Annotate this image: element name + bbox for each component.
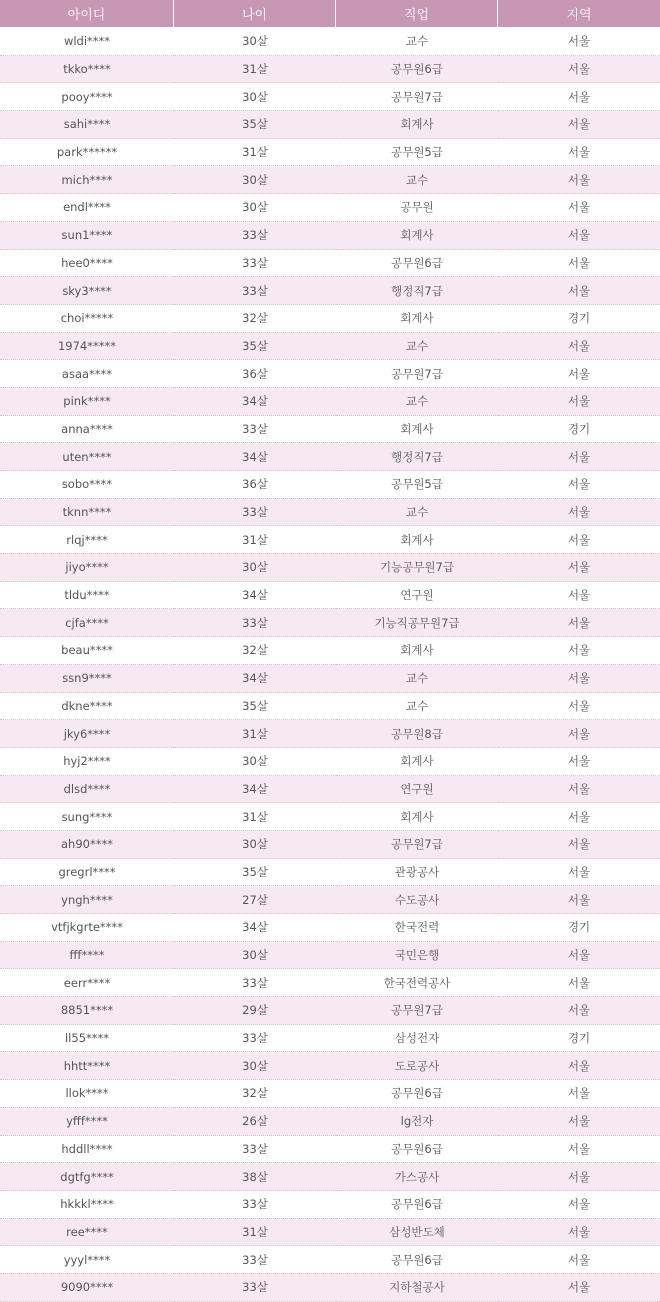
- cell-region: 서울: [498, 277, 660, 305]
- cell-job: 공무원5급: [336, 139, 498, 167]
- table-row: [0, 360, 660, 388]
- table-row: [0, 997, 660, 1025]
- cell-region: 서울: [498, 720, 660, 748]
- cell-id: ree****: [0, 1219, 174, 1247]
- header-job: 직업: [336, 0, 498, 28]
- cell-age: 30살: [174, 554, 336, 582]
- cell-age: 27살: [174, 886, 336, 914]
- cell-age: 26살: [174, 1108, 336, 1136]
- cell-region: 서울: [498, 748, 660, 776]
- cell-id: uten****: [0, 443, 174, 471]
- table-row: [0, 859, 660, 887]
- cell-job: lg전자: [336, 1108, 498, 1136]
- table-row: [0, 1191, 660, 1219]
- table-row: [0, 693, 660, 721]
- cell-id: park******: [0, 139, 174, 167]
- cell-job: 회계사: [336, 222, 498, 250]
- cell-region: 서울: [498, 83, 660, 111]
- cell-job: 교수: [336, 693, 498, 721]
- cell-id: fff****: [0, 942, 174, 970]
- cell-region: 서울: [498, 360, 660, 388]
- table-row: [0, 803, 660, 831]
- header-age: 나이: [174, 0, 336, 28]
- cell-id: hddll****: [0, 1136, 174, 1164]
- cell-id: eerr****: [0, 969, 174, 997]
- cell-age: 33살: [174, 1246, 336, 1274]
- cell-job: 공무원7급: [336, 83, 498, 111]
- cell-region: 서울: [498, 776, 660, 804]
- cell-id: vtfjkgrte****: [0, 914, 174, 942]
- cell-job: 한국전력: [336, 914, 498, 942]
- cell-region: 서울: [498, 28, 660, 56]
- table-row: [0, 416, 660, 444]
- cell-job: 한국전력공사: [336, 969, 498, 997]
- cell-id: mich****: [0, 166, 174, 194]
- cell-id: jky6****: [0, 720, 174, 748]
- cell-id: 1974*****: [0, 333, 174, 361]
- cell-age: 33살: [174, 499, 336, 527]
- cell-job: 공무원6급: [336, 1136, 498, 1164]
- cell-age: 33살: [174, 969, 336, 997]
- cell-job: 공무원7급: [336, 997, 498, 1025]
- cell-id: dlsd****: [0, 776, 174, 804]
- cell-region: 서울: [498, 250, 660, 278]
- cell-region: 서울: [498, 1274, 660, 1302]
- table-row: [0, 1136, 660, 1164]
- cell-job: 교수: [336, 28, 498, 56]
- cell-id: beau****: [0, 637, 174, 665]
- table-row: [0, 139, 660, 167]
- cell-age: 34살: [174, 665, 336, 693]
- cell-job: 공무원6급: [336, 1080, 498, 1108]
- cell-job: 행정직7급: [336, 277, 498, 305]
- table-row: [0, 831, 660, 859]
- cell-age: 35살: [174, 333, 336, 361]
- cell-region: 서울: [498, 554, 660, 582]
- cell-age: 30살: [174, 1052, 336, 1080]
- cell-job: 삼성전자: [336, 1025, 498, 1053]
- cell-job: 회계사: [336, 305, 498, 333]
- cell-job: 회계사: [336, 803, 498, 831]
- cell-job: 공무원6급: [336, 250, 498, 278]
- cell-region: 서울: [498, 969, 660, 997]
- cell-job: 공무원5급: [336, 471, 498, 499]
- cell-region: 서울: [498, 886, 660, 914]
- header-region: 지역: [498, 0, 660, 28]
- cell-id: pooy****: [0, 83, 174, 111]
- table-row: [0, 748, 660, 776]
- table-row: [0, 499, 660, 527]
- cell-region: 서울: [498, 693, 660, 721]
- table-row: [0, 56, 660, 84]
- table-body: [0, 28, 660, 1302]
- table-row: [0, 166, 660, 194]
- cell-age: 34살: [174, 914, 336, 942]
- cell-age: 31살: [174, 139, 336, 167]
- cell-age: 35살: [174, 693, 336, 721]
- cell-age: 34살: [174, 776, 336, 804]
- cell-region: 서울: [498, 942, 660, 970]
- cell-age: 32살: [174, 637, 336, 665]
- cell-job: 기능직공무원7급: [336, 609, 498, 637]
- cell-id: asaa****: [0, 360, 174, 388]
- cell-id: sky3****: [0, 277, 174, 305]
- cell-job: 교수: [336, 166, 498, 194]
- table-row: [0, 277, 660, 305]
- cell-id: 8851****: [0, 997, 174, 1025]
- cell-region: 서울: [498, 1136, 660, 1164]
- cell-age: 30살: [174, 942, 336, 970]
- cell-age: 32살: [174, 305, 336, 333]
- cell-region: 서울: [498, 831, 660, 859]
- cell-region: 서울: [498, 1163, 660, 1191]
- cell-job: 연구원: [336, 776, 498, 804]
- table-row: [0, 886, 660, 914]
- table-row: [0, 222, 660, 250]
- cell-age: 33살: [174, 250, 336, 278]
- table-row: [0, 609, 660, 637]
- cell-region: 서울: [498, 665, 660, 693]
- cell-job: 삼성반도체: [336, 1219, 498, 1247]
- cell-id: yfff****: [0, 1108, 174, 1136]
- cell-region: 서울: [498, 526, 660, 554]
- cell-region: 서울: [498, 443, 660, 471]
- cell-job: 국민은행: [336, 942, 498, 970]
- cell-age: 31살: [174, 720, 336, 748]
- cell-job: 공무원: [336, 194, 498, 222]
- cell-age: 34살: [174, 582, 336, 610]
- table-row: [0, 720, 660, 748]
- cell-region: 서울: [498, 1080, 660, 1108]
- cell-age: 30살: [174, 83, 336, 111]
- cell-age: 33살: [174, 1274, 336, 1302]
- table-row: [0, 471, 660, 499]
- table-row: [0, 443, 660, 471]
- cell-region: 서울: [498, 111, 660, 139]
- table-row: [0, 1163, 660, 1191]
- cell-region: 서울: [498, 471, 660, 499]
- cell-region: 서울: [498, 499, 660, 527]
- cell-id: cjfa****: [0, 609, 174, 637]
- cell-age: 33살: [174, 609, 336, 637]
- table-row: [0, 111, 660, 139]
- cell-region: 경기: [498, 416, 660, 444]
- table-row: [0, 582, 660, 610]
- cell-age: 31살: [174, 526, 336, 554]
- table-row: [0, 637, 660, 665]
- cell-age: 31살: [174, 56, 336, 84]
- cell-region: 서울: [498, 1191, 660, 1219]
- cell-region: 서울: [498, 1246, 660, 1274]
- cell-job: 공무원8급: [336, 720, 498, 748]
- cell-region: 서울: [498, 1219, 660, 1247]
- cell-age: 30살: [174, 748, 336, 776]
- cell-id: ssn9****: [0, 665, 174, 693]
- table-row: [0, 665, 660, 693]
- cell-id: jiyo****: [0, 554, 174, 582]
- cell-region: 서울: [498, 194, 660, 222]
- cell-age: 35살: [174, 859, 336, 887]
- cell-region: 서울: [498, 1052, 660, 1080]
- cell-job: 지하철공사: [336, 1274, 498, 1302]
- cell-job: 회계사: [336, 748, 498, 776]
- table-row: [0, 1219, 660, 1247]
- table-row: [0, 942, 660, 970]
- table-row: [0, 526, 660, 554]
- cell-job: 회계사: [336, 416, 498, 444]
- table-row: [0, 305, 660, 333]
- cell-age: 33살: [174, 222, 336, 250]
- cell-job: 공무원6급: [336, 1191, 498, 1219]
- cell-job: 행정직7급: [336, 443, 498, 471]
- cell-id: tkko****: [0, 56, 174, 84]
- cell-id: sobo****: [0, 471, 174, 499]
- cell-age: 34살: [174, 443, 336, 471]
- cell-region: 서울: [498, 609, 660, 637]
- table-row: [0, 1025, 660, 1053]
- cell-age: 33살: [174, 1025, 336, 1053]
- cell-job: 공무원6급: [336, 56, 498, 84]
- cell-job: 교수: [336, 665, 498, 693]
- cell-region: 서울: [498, 997, 660, 1025]
- table-row: [0, 194, 660, 222]
- cell-id: sung****: [0, 803, 174, 831]
- cell-job: 회계사: [336, 111, 498, 139]
- cell-job: 수도공사: [336, 886, 498, 914]
- table-row: [0, 776, 660, 804]
- table-row: [0, 969, 660, 997]
- cell-job: 교수: [336, 333, 498, 361]
- table-row: [0, 1052, 660, 1080]
- cell-age: 30살: [174, 194, 336, 222]
- cell-age: 33살: [174, 1191, 336, 1219]
- cell-job: 공무원7급: [336, 360, 498, 388]
- table-header-row: [0, 0, 660, 28]
- cell-id: hyj2****: [0, 748, 174, 776]
- cell-job: 교수: [336, 499, 498, 527]
- cell-job: 공무원7급: [336, 831, 498, 859]
- cell-region: 서울: [498, 1108, 660, 1136]
- cell-region: 서울: [498, 333, 660, 361]
- cell-age: 31살: [174, 803, 336, 831]
- cell-age: 30살: [174, 28, 336, 56]
- table-row: [0, 1080, 660, 1108]
- cell-region: 서울: [498, 222, 660, 250]
- table-row: [0, 388, 660, 416]
- cell-region: 서울: [498, 803, 660, 831]
- cell-job: 공무원6급: [336, 1246, 498, 1274]
- cell-id: ll55****: [0, 1025, 174, 1053]
- table-row: [0, 28, 660, 56]
- cell-id: ah90****: [0, 831, 174, 859]
- cell-region: 서울: [498, 56, 660, 84]
- header-id: 아이디: [0, 0, 174, 28]
- cell-age: 36살: [174, 471, 336, 499]
- cell-id: hkkkl****: [0, 1191, 174, 1219]
- cell-region: 경기: [498, 305, 660, 333]
- cell-id: pink****: [0, 388, 174, 416]
- cell-id: llok****: [0, 1080, 174, 1108]
- cell-job: 연구원: [336, 582, 498, 610]
- cell-region: 경기: [498, 914, 660, 942]
- cell-age: 30살: [174, 831, 336, 859]
- cell-id: wldi****: [0, 28, 174, 56]
- cell-age: 33살: [174, 1136, 336, 1164]
- cell-id: hee0****: [0, 250, 174, 278]
- cell-id: tknn****: [0, 499, 174, 527]
- cell-id: tldu****: [0, 582, 174, 610]
- cell-region: 경기: [498, 1025, 660, 1053]
- cell-id: dgtfg****: [0, 1163, 174, 1191]
- cell-job: 교수: [336, 388, 498, 416]
- cell-id: anna****: [0, 416, 174, 444]
- table-row: [0, 554, 660, 582]
- cell-job: 회계사: [336, 526, 498, 554]
- cell-age: 30살: [174, 166, 336, 194]
- cell-age: 35살: [174, 111, 336, 139]
- cell-region: 서울: [498, 637, 660, 665]
- cell-region: 서울: [498, 582, 660, 610]
- cell-id: yngh****: [0, 886, 174, 914]
- cell-region: 서울: [498, 388, 660, 416]
- table-row: [0, 1246, 660, 1274]
- cell-age: 31살: [174, 1219, 336, 1247]
- cell-age: 33살: [174, 277, 336, 305]
- cell-id: yyyl****: [0, 1246, 174, 1274]
- cell-age: 29살: [174, 997, 336, 1025]
- cell-region: 서울: [498, 166, 660, 194]
- cell-id: dkne****: [0, 693, 174, 721]
- cell-job: 가스공사: [336, 1163, 498, 1191]
- cell-id: hhtt****: [0, 1052, 174, 1080]
- cell-id: choi*****: [0, 305, 174, 333]
- cell-id: sahi****: [0, 111, 174, 139]
- cell-job: 회계사: [336, 637, 498, 665]
- cell-job: 기능공무원7급: [336, 554, 498, 582]
- cell-region: 서울: [498, 139, 660, 167]
- cell-id: sun1****: [0, 222, 174, 250]
- table-row: [0, 1108, 660, 1136]
- cell-job: 관광공사: [336, 859, 498, 887]
- cell-id: gregrl****: [0, 859, 174, 887]
- cell-age: 32살: [174, 1080, 336, 1108]
- cell-id: endl****: [0, 194, 174, 222]
- cell-age: 34살: [174, 388, 336, 416]
- cell-job: 도로공사: [336, 1052, 498, 1080]
- cell-id: rlqj****: [0, 526, 174, 554]
- cell-region: 서울: [498, 859, 660, 887]
- table-row: [0, 914, 660, 942]
- cell-age: 38살: [174, 1163, 336, 1191]
- cell-id: 9090****: [0, 1274, 174, 1302]
- table-row: [0, 83, 660, 111]
- table-row: [0, 333, 660, 361]
- cell-age: 33살: [174, 416, 336, 444]
- table-row: [0, 250, 660, 278]
- cell-age: 36살: [174, 360, 336, 388]
- table-row: [0, 1274, 660, 1302]
